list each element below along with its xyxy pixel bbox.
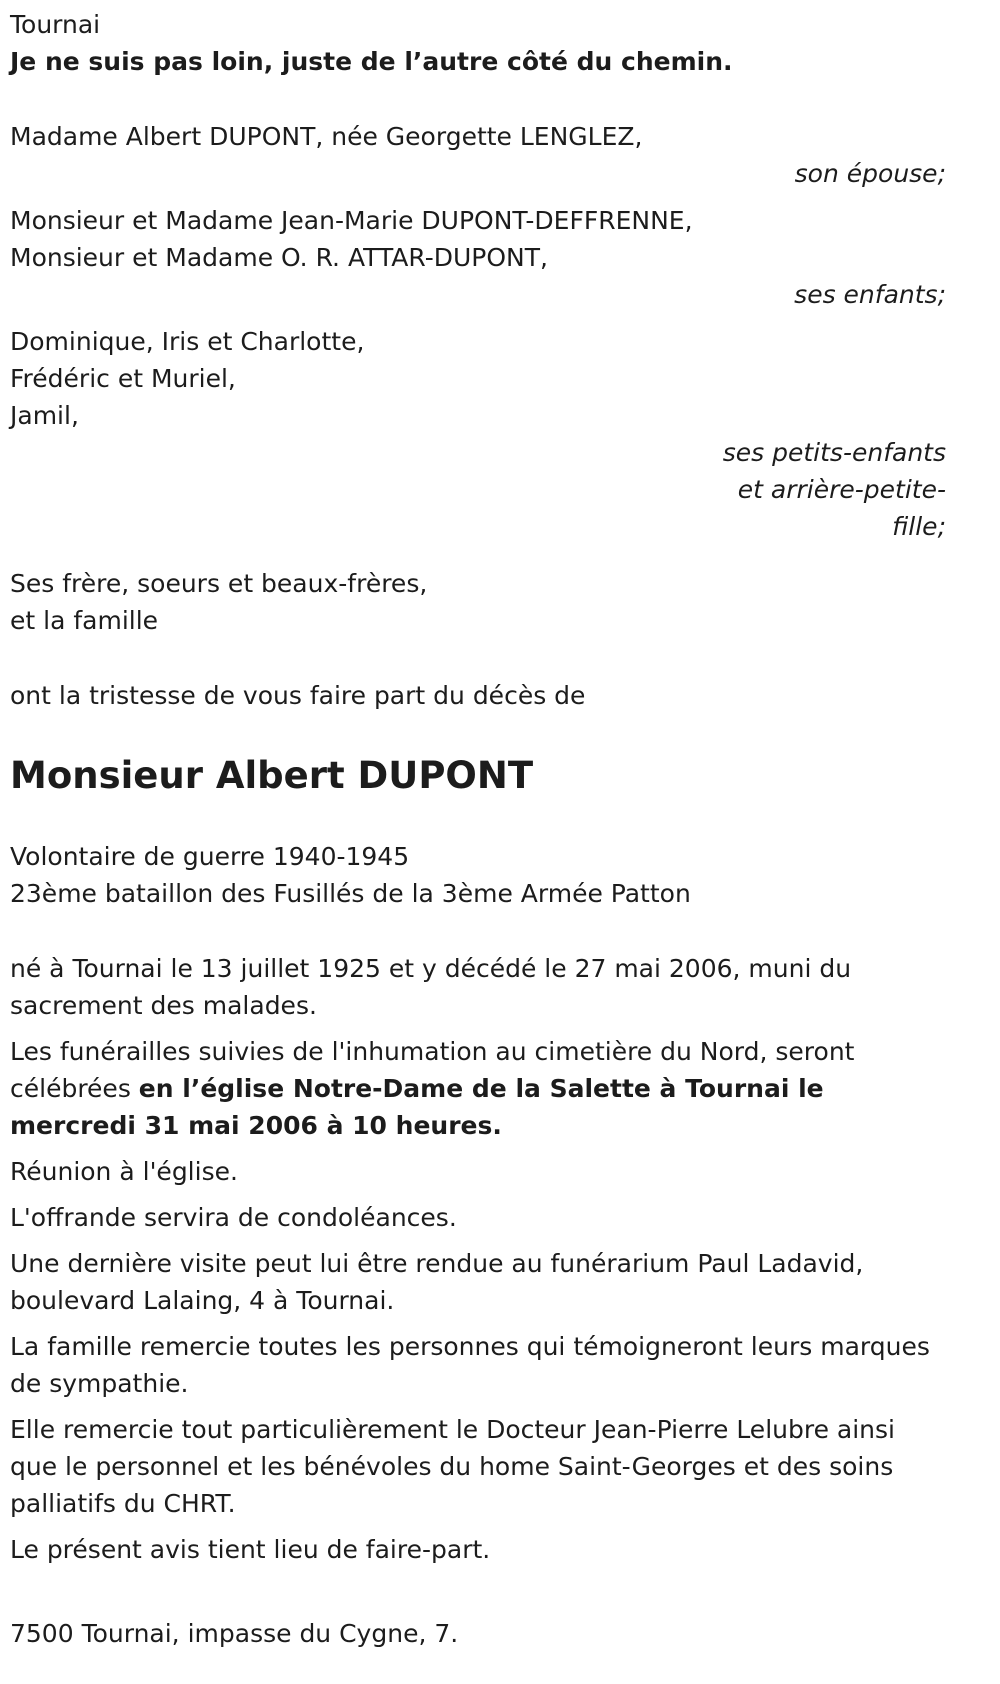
grandchild-line: Frédéric et Muriel,: [10, 364, 236, 393]
deceased-name: Monsieur Albert DUPONT: [10, 754, 534, 797]
grandchild-line: Jamil,: [10, 401, 79, 430]
announcement-text: ont la tristesse de vous faire part du décès de: [10, 681, 586, 710]
spouse-line: Madame Albert DUPONT, née Georgette LENGLEZ,: [10, 122, 643, 151]
siblings-line: Ses frère, soeurs et beaux-frères,: [10, 569, 428, 598]
deceased-title: Volontaire de guerre 1940-1945: [10, 842, 410, 871]
birth-death-text: né à Tournai le 13 juillet 1925 et y décédé le 27 mai 2006, muni du sacrement des malades.: [10, 954, 852, 1020]
epitaph-quote: Je ne suis pas loin, juste de l’autre côté du chemin.: [10, 47, 733, 76]
siblings-line: et la famille: [10, 606, 159, 635]
offering-text: L'offrande servira de condoléances.: [10, 1203, 457, 1232]
special-thanks-text: Elle remercie tout particulièrement le Docteur Jean-Pierre Lelubre ainsi que le personnel et les bénévoles du home Saint-Georges et des soins palliatifs du CHRT.: [10, 1415, 895, 1518]
notice-text: Le présent avis tient lieu de faire-part.: [10, 1535, 491, 1564]
funeral-text: [10, 1033, 950, 1144]
grandchildren-relation-line: et arrière-petite-: [737, 475, 946, 504]
thanks-text: La famille remercie toutes les personnes qui témoigneront leurs marques de sympathie.: [10, 1332, 930, 1398]
spouse-relation: son épouse;: [794, 159, 946, 188]
child-line: Monsieur et Madame Jean-Marie DUPONT-DEFFRENNE,: [10, 206, 693, 235]
children-relation: ses enfants;: [794, 280, 946, 309]
grandchildren-relation-line: ses petits-enfants: [722, 438, 946, 467]
funeral-details: en l’église Notre-Dame de la Salette à Tournai le mercredi 31 mai 2006 à 10 heures.: [10, 1074, 824, 1140]
child-line: Monsieur et Madame O. R. ATTAR-DUPONT,: [10, 243, 548, 272]
city-heading: Tournai: [10, 10, 101, 39]
meeting-text: Réunion à l'église.: [10, 1157, 238, 1186]
obituary-notice: [10, 0, 950, 1652]
deceased-title: 23ème bataillon des Fusillés de la 3ème Armée Patton: [10, 879, 691, 908]
family-address: 7500 Tournai, impasse du Cygne, 7.: [10, 1619, 459, 1648]
grandchild-line: Dominique, Iris et Charlotte,: [10, 327, 365, 356]
visit-text: Une dernière visite peut lui être rendue au funérarium Paul Ladavid, boulevard Lalaing, 4 à Tournai.: [10, 1249, 864, 1315]
funeral-prefix: Les funérailles suivies de l'inhumation au cimetière du Nord, seront célébrées: [10, 1037, 855, 1103]
grandchildren-relation-line: fille;: [892, 512, 946, 541]
